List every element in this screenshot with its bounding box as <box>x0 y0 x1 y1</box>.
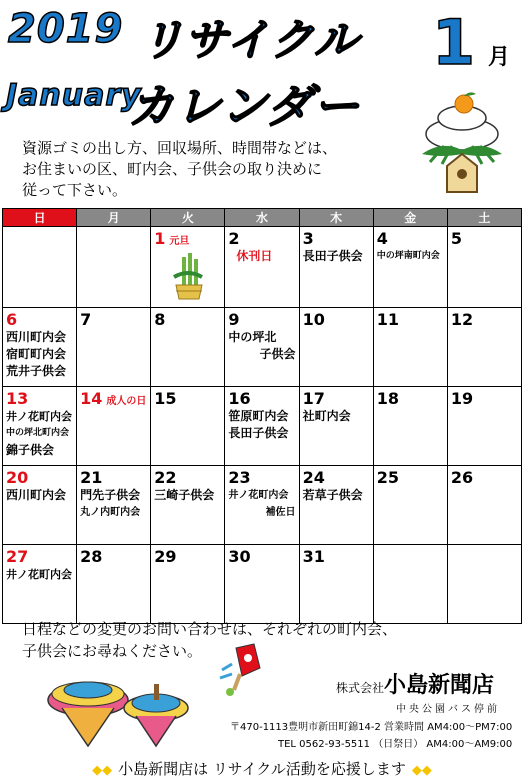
day-cell <box>373 308 447 387</box>
kadomatsu-icon <box>168 251 208 301</box>
day-number: 23 <box>228 468 251 487</box>
bus-stop-label: 中央公園バス停前 <box>396 704 500 715</box>
day-number: 28 <box>80 547 103 566</box>
day-cell <box>225 308 299 387</box>
day-number: 25 <box>376 468 399 487</box>
event-label: 荒井子供会 <box>6 364 67 378</box>
day-cell <box>447 227 521 308</box>
day-cell <box>373 545 447 624</box>
event-label: 中の坪北町内会 <box>6 428 70 438</box>
day-cell <box>151 466 225 545</box>
event-label: 井ノ花町内会 <box>6 568 72 581</box>
event-label: 井ノ花町内会 <box>6 410 72 423</box>
day-number: 27 <box>6 547 29 566</box>
weekday-tue: 火 <box>151 209 225 227</box>
company-name: 株式会社小島新聞店 <box>336 673 495 698</box>
day-cell <box>151 545 225 624</box>
day-cell <box>299 387 373 466</box>
day-number: 2 <box>228 229 240 248</box>
day-cell <box>3 308 77 387</box>
event-label: 長田子供会 <box>302 249 363 263</box>
day-cell <box>151 227 225 308</box>
day-cell <box>3 227 77 308</box>
day-number: 29 <box>154 547 177 566</box>
day-cell <box>77 466 151 545</box>
weekday-wed: 水 <box>225 209 299 227</box>
day-number: 8 <box>154 310 166 329</box>
event-label: 西川町内会 <box>6 488 67 502</box>
event-label: 西川町内会 <box>6 330 67 344</box>
day-cell <box>77 545 151 624</box>
day-number: 16 <box>228 389 251 408</box>
event-label: 三崎子供会 <box>154 488 215 502</box>
day-cell <box>373 387 447 466</box>
day-cell <box>225 227 299 308</box>
day-cell <box>151 308 225 387</box>
day-number: 10 <box>302 310 325 329</box>
holiday-label: 元旦 <box>169 236 190 247</box>
day-number: 30 <box>228 547 251 566</box>
week-row <box>3 227 522 308</box>
holiday-label: 成人の日 <box>106 396 147 407</box>
day-number: 4 <box>376 229 388 248</box>
weekday-sat: 土 <box>447 209 521 227</box>
week-row <box>3 545 522 624</box>
day-number: 14 <box>80 389 103 408</box>
event-label: 長田子供会 <box>228 426 289 440</box>
weekday-thu: 木 <box>299 209 373 227</box>
day-number: 1 <box>154 229 166 248</box>
day-cell <box>3 387 77 466</box>
event-label: 中の坪南町内会 <box>376 251 440 261</box>
event-label: 笹原町内会 <box>228 409 289 423</box>
day-cell <box>299 227 373 308</box>
day-cell <box>77 308 151 387</box>
kagami-mochi-icon <box>412 92 512 202</box>
day-cell <box>447 545 521 624</box>
day-cell <box>151 387 225 466</box>
event-label: 宿町町内会 <box>6 347 67 361</box>
event-label: 中の坪北 <box>228 330 277 344</box>
intro-text: 資源ゴミの出し方、回収場所、時間帯などは、 お住まいの区、町内会、子供会の取り決めに 従って下さい。 <box>22 139 338 199</box>
day-number: 7 <box>80 310 92 329</box>
diamond-icon: ◆◆ <box>92 763 113 778</box>
day-number: 21 <box>80 468 103 487</box>
day-number: 11 <box>376 310 399 329</box>
week-row <box>3 308 522 387</box>
day-cell <box>77 227 151 308</box>
slogan: ◆◆ 小島新聞店は リサイクル活動を応援します ◆◆ <box>92 760 432 778</box>
title-month-unit: 月 <box>488 45 512 70</box>
day-number: 20 <box>6 468 29 487</box>
day-number: 15 <box>154 389 177 408</box>
inquiry-text: 日程などの変更のお問い合わせは、それぞれの町内会、 子供会にお尋ねください。 <box>22 620 398 660</box>
weekday-header-row <box>3 209 522 227</box>
event-label: 井ノ花町内会 <box>228 490 289 501</box>
title-recycle: リサイクル <box>140 15 359 66</box>
title-month-en: January <box>6 78 142 113</box>
day-cell <box>299 308 373 387</box>
day-number: 13 <box>6 389 29 408</box>
spinning-tops-icon <box>40 664 200 754</box>
hagoita-icon <box>216 640 266 700</box>
day-number: 18 <box>376 389 399 408</box>
tel-line: TEL 0562-93-5511 （日祭日） AM4:00〜AM9:00 <box>278 739 513 750</box>
day-number: 12 <box>450 310 474 329</box>
address-line: 〒470-1113豊明市新田町錦14-2 営業時間 AM4:00〜PM7:00 <box>230 722 513 733</box>
day-cell <box>225 466 299 545</box>
day-number: 9 <box>228 310 240 329</box>
day-number: 26 <box>450 468 474 487</box>
title-year: 2019 <box>8 6 124 52</box>
diamond-icon: ◆◆ <box>411 763 432 778</box>
day-number: 19 <box>450 389 474 408</box>
day-cell <box>373 227 447 308</box>
day-number: 24 <box>302 468 325 487</box>
event-label: 社町内会 <box>302 409 351 423</box>
day-number: 3 <box>302 229 314 248</box>
day-cell <box>3 545 77 624</box>
day-number: 22 <box>154 468 177 487</box>
event-label: 子供会 <box>259 347 296 361</box>
day-cell <box>3 466 77 545</box>
event-label: 錦子供会 <box>6 443 55 457</box>
day-number: 6 <box>6 310 18 329</box>
day-number: 17 <box>302 389 325 408</box>
event-label: 補佐日 <box>265 507 296 518</box>
day-number: 31 <box>302 547 325 566</box>
day-cell <box>373 466 447 545</box>
day-number: 5 <box>450 229 462 248</box>
title-calendar: カレンダー <box>128 79 361 133</box>
event-label: 休刊日 <box>236 249 273 263</box>
title-month-num: 1 <box>432 6 477 79</box>
weekday-sun: 日 <box>3 209 77 227</box>
day-cell <box>447 466 521 545</box>
day-cell <box>225 545 299 624</box>
weekday-mon: 月 <box>77 209 151 227</box>
event-label: 門先子供会 <box>80 488 141 502</box>
weekday-fri: 金 <box>373 209 447 227</box>
event-label: 丸ノ内町内会 <box>80 507 141 518</box>
day-cell <box>77 387 151 466</box>
day-cell <box>225 387 299 466</box>
calendar-grid <box>2 208 522 624</box>
day-cell <box>447 308 521 387</box>
week-row <box>3 466 522 545</box>
event-label: 若草子供会 <box>302 488 363 502</box>
day-cell <box>299 545 373 624</box>
day-cell <box>299 466 373 545</box>
day-cell <box>447 387 521 466</box>
week-row <box>3 387 522 466</box>
